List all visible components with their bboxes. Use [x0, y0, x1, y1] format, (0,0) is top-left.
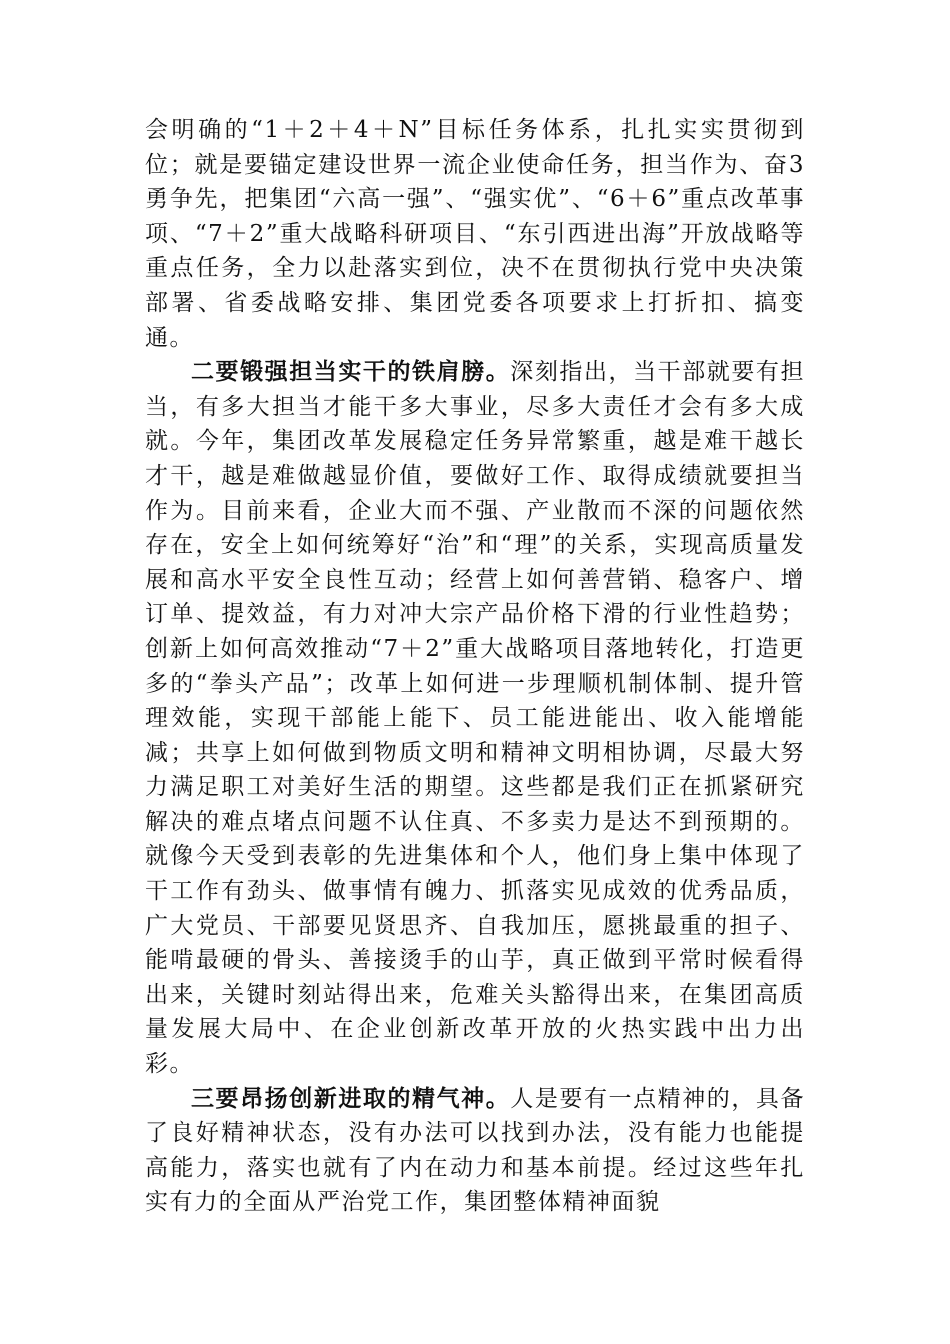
paragraph-heading: 二要锻强担当实干的铁肩膀。 — [191, 358, 511, 386]
paragraph-continuation — [145, 113, 805, 355]
paragraph-text: 人是要有一点精神的，具备了良好精神状态，没有办法可以找到办法，没有能力也能提高能力，落实也就有了内在动力和基本前提。经过这些年扎实有力的全面从严治党工作，集团整体精神面貌 — [145, 1085, 805, 1216]
paragraph-text: 深刻指出，当干部就要有担当，有多大担当才能干多大事业，尽多大责任才会有多大成就。今年，集团改革发展稳定任务异常繁重，越是难干越长才干，越是难做越显价值，要做好工作、取得成绩就要担当作为。目前来看，企业大而不强、产业散而不深的问题依然存在，安全上如何统筹好“治”和“理”的关系，实现高质量发展和高水平安全良性互动；经营上如何善营销、稳客户、增订单、提效益，有力对冲大宗产品价格下滑的行业性趋势；创新上如何高效推动“7＋2”重大战略项目落地转化，打造更多的“拳头产品”；改革上如何进一步理顺机制体制、提升管理效能，实现干部能上能下、员工能进能出、收入能增能减；共享上如何做到物质文明和精神文明相协调，尽最大努力满足职工对美好生活的期望。这些都是我们正在抓紧研究解决的难点堵点问题不认住真、不多卖力是达不到预期的。就像今天受到表彰的先进集体和个人，他们身上集中体现了干工作有劲头、做事情有魄力、抓落实见成效的优秀品质，广大党员、干部要见贤思齐、自我加压，愿挑最重的担子、能啃最硬的骨头、善接烫手的山芋，真正做到平常时候看得出来，关键时刻站得出来，危难关头豁得出来，在集团高质量发展大局中、在企业创新改革开放的火热实践中出力出彩。 — [145, 359, 805, 1078]
paragraph-heading: 三要昂扬创新进取的精气神。 — [191, 1084, 511, 1112]
paragraph-point-two — [145, 355, 805, 1081]
paragraph-point-three — [145, 1082, 805, 1220]
paragraph-text: 会明确的“1＋2＋4＋N”目标任务体系，扎扎实实贯彻到位；就是要锚定建设世界一流企业使命任务，担当作为、奋3勇争先，把集团“六高一强”、“强实优”、“6＋6”重点改革事项、“7＋2”重大战略科研项目、“东引西进出海”开放战略等重点任务，全力以赴落实到位，决不在贯彻执行党中央决策部署、省委战略安排、集团党委各项要求上打折扣、搞变通。 — [145, 117, 805, 351]
